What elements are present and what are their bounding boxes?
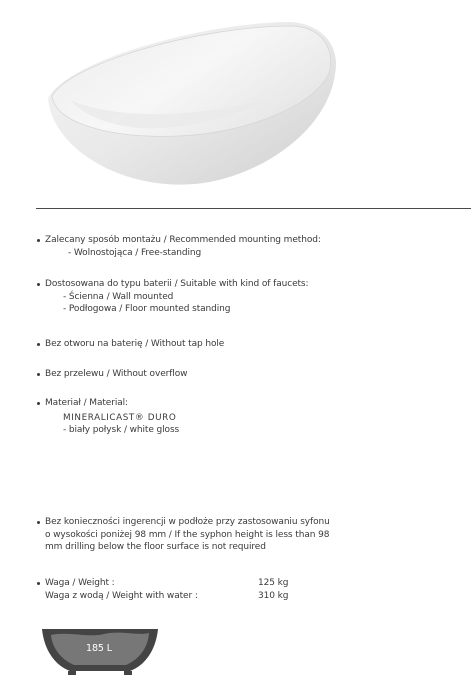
material-brand: MINERALICAST® DURO <box>63 412 177 423</box>
mounting-option: - Wolnostojąca / Free-standing <box>68 247 202 258</box>
faucets-label: Dostosowana do typu baterii / Suitable with kind of faucets: <box>36 278 456 291</box>
tap-hole-text: Bez otworu na baterię / Without tap hole <box>36 338 456 351</box>
material-label: Materiał / Material: <box>36 397 456 410</box>
weight-label: Waga / Weight : <box>45 578 115 588</box>
spec-drilling <box>36 516 456 554</box>
faucets-option-floor: - Podłogowa / Floor mounted standing <box>63 304 231 314</box>
faucets-option-wall: - Ścienna / Wall mounted <box>63 291 174 302</box>
weight-water-label: Waga z wodą / Weight with water : <box>45 590 198 601</box>
spec-tap-hole <box>36 338 456 351</box>
material-finish: - biały połysk / white gloss <box>63 425 180 435</box>
weight-row <box>36 577 456 590</box>
spec-weight <box>36 577 456 602</box>
weight-value: 125 kg <box>258 578 289 588</box>
spec-mounting <box>36 234 456 259</box>
overflow-text: Bez przelewu / Without overflow <box>36 368 456 381</box>
capacity-value: 185 L <box>86 643 112 654</box>
mounting-label: Zalecany sposób montażu / Recommended mounting method: <box>36 234 456 247</box>
drilling-line-1: Bez konieczności ingerencji w podłoże przy zastosowaniu syfonu <box>36 516 456 529</box>
drilling-line-2: o wysokości poniżej 98 mm / If the syphon height is less than 98 <box>45 529 330 540</box>
spec-overflow <box>36 368 456 381</box>
spec-material <box>36 397 456 437</box>
section-divider <box>36 208 471 209</box>
weight-water-value: 310 kg <box>258 590 289 601</box>
weight-water-row <box>36 590 456 603</box>
spec-faucets <box>36 278 456 316</box>
bathtub-product-image <box>30 8 350 193</box>
drilling-line-3: mm drilling below the floor surface is not required <box>45 542 266 552</box>
